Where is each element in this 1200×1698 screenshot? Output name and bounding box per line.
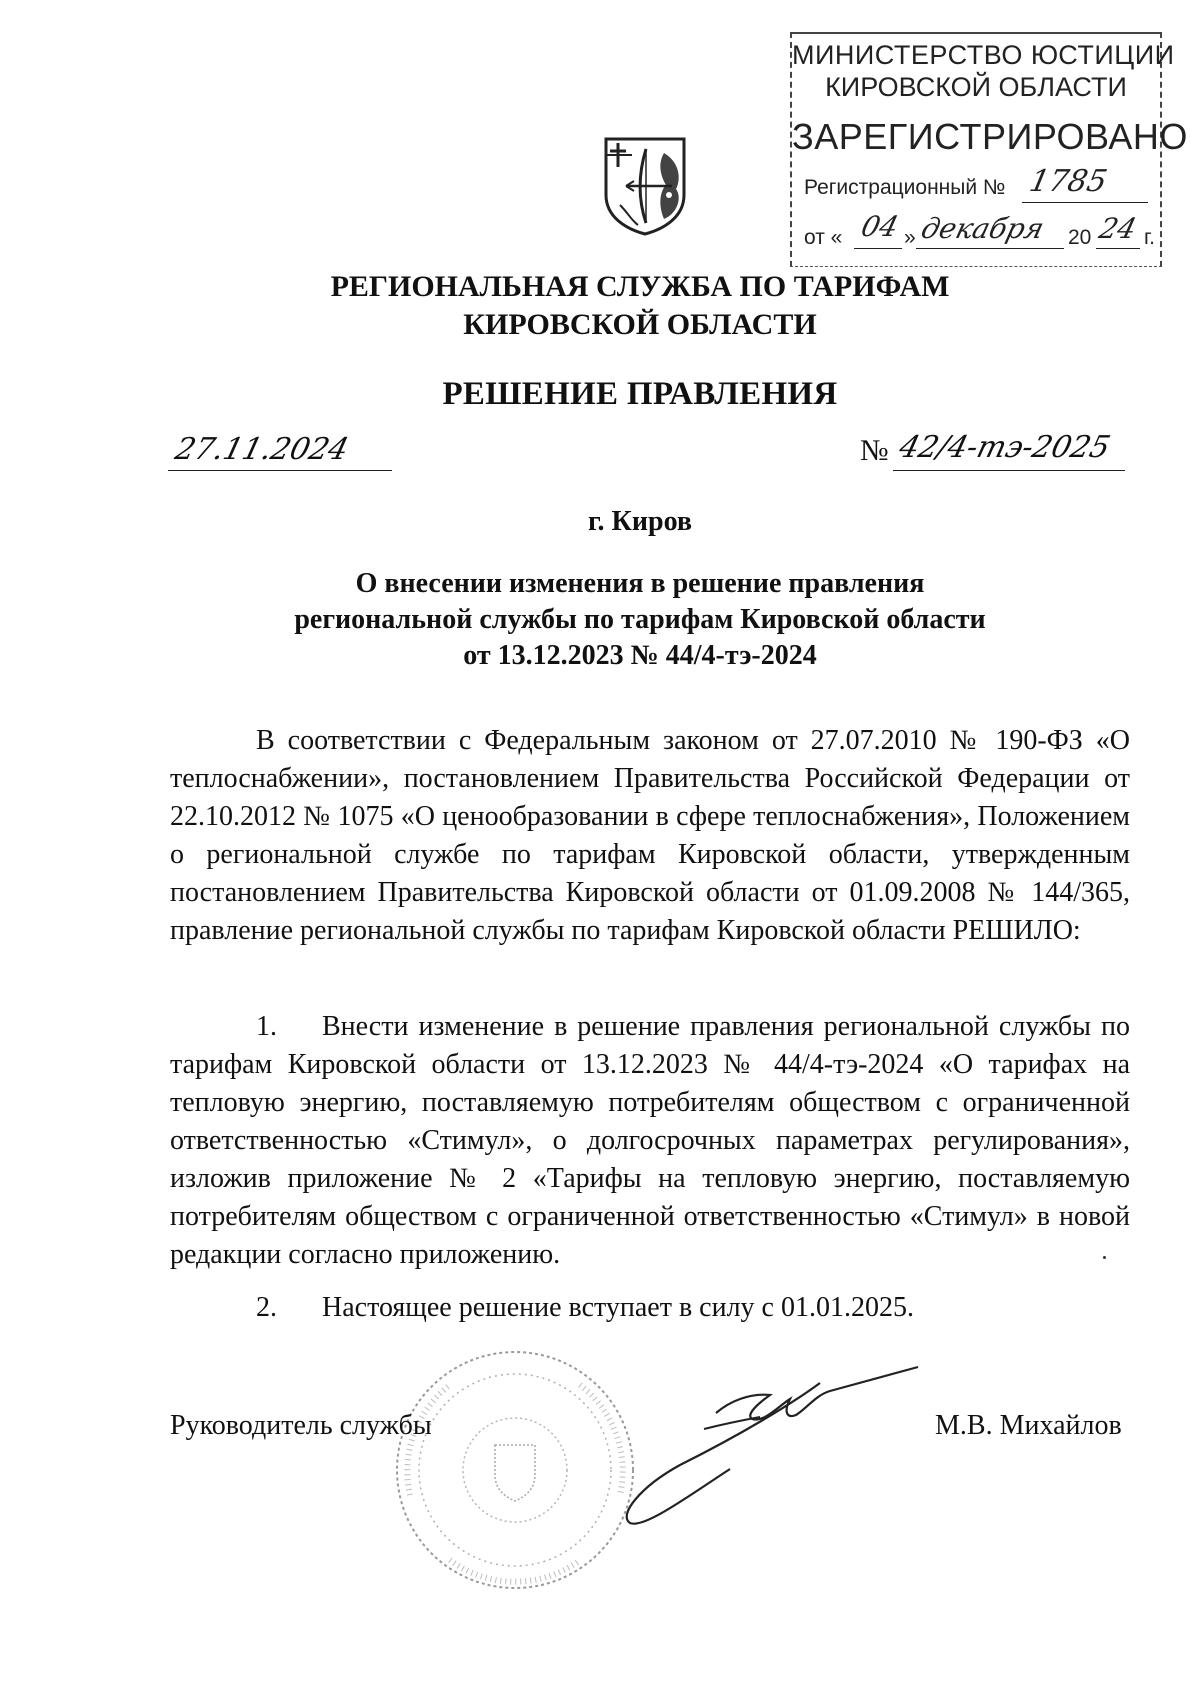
subject-line1: О внесении изменения в решение правления [355,568,925,599]
item-text: Настоящее решение вступает в силу с 01.01.2025. [322,1292,914,1323]
signatory-name: М.В. Михайлов [935,1410,1122,1441]
stamp-quote-close: » [904,226,916,249]
stamp-day-underline [854,248,902,249]
document-type: РЕШЕНИЕ ПРАВЛЕНИЯ [442,376,838,412]
date-underline [168,470,392,471]
scan-speck [1103,1256,1106,1259]
document-date: 27.11.2024 [171,432,353,467]
stamp-reg-underline [1022,202,1148,203]
stamp-month-underline [916,248,1064,249]
document-subject [0,566,1200,674]
stamp-year-suffix: 24 [1095,212,1140,245]
number-underline [893,470,1125,471]
stamp-ministry: МИНИСТЕРСТВО ЮСТИЦИИ [792,40,1175,70]
number-label: № [860,434,889,467]
stamp-region: КИРОВСКОЙ ОБЛАСТИ [825,72,1127,102]
stamp-registered: ЗАРЕГИСТРИРОВАНО [792,116,1188,157]
organization-name-line2: КИРОВСКОЙ ОБЛАСТИ [463,308,817,341]
document-number: 42/4-тэ-2025 [895,430,1114,465]
organization-name-line1: РЕГИОНАЛЬНАЯ СЛУЖБА ПО ТАРИФАМ [330,270,950,303]
coat-of-arms-icon [602,135,688,237]
preamble-paragraph: В соответствии с Федеральным законом от 27.07.2010 № 190-ФЗ «О теплоснабжении», постановлением Правительства Российской Федерации от 22.10.2012 № 1075 «О ценообразовании в сфере теплоснабжения», Положением о региональной службе по тарифам Кировской области, утвержденным постановлением Правительства Кировской области от 01.09.2008 № 144/365, правление региональной службы по тарифам Кировской области РЕШИЛО: [170,725,1130,946]
stamp-year-underline [1096,248,1140,249]
handwritten-signature-icon [620,1365,920,1535]
item-text: Внести изменение в решение правления региональной службы по тарифам Кировской области от 13.12.2023 № 44/4-тэ-2024 «О тарифах на тепловую энергию, поставляемую потребителям обществом с ограниченной ответственностью «Стимул», о долгосрочных параметрах регулирования», изложив приложение № 2 «Тарифы на тепловую энергию, поставляемую потребителям обществом с ограниченной ответственностью «Стимул» в новой редакции согласно приложению. [170,1011,1130,1270]
item-number: 2. [256,1292,277,1323]
decision-item [170,1289,1130,1327]
stamp-day: 04 [857,210,902,243]
city: г. Киров [588,506,692,537]
subject-line3: от 13.12.2023 № 44/4-тэ-2024 [463,640,817,671]
item-number: 1. [256,1011,277,1042]
stamp-reg-number: 1785 [1026,164,1111,199]
subject-line2: региональной службы по тарифам Кировской области [294,604,986,635]
decision-item [170,1008,1130,1274]
stamp-year-g: г. [1144,226,1155,249]
official-seal-icon [390,1345,640,1595]
registration-stamp [790,32,1188,267]
stamp-from-label: от « [804,226,843,249]
stamp-month: декабря [917,212,1048,245]
stamp-year-prefix: 20 [1068,226,1092,249]
stamp-reg-label: Регистрационный № [804,176,1006,199]
signatory-title: Руководитель службы [170,1410,432,1441]
